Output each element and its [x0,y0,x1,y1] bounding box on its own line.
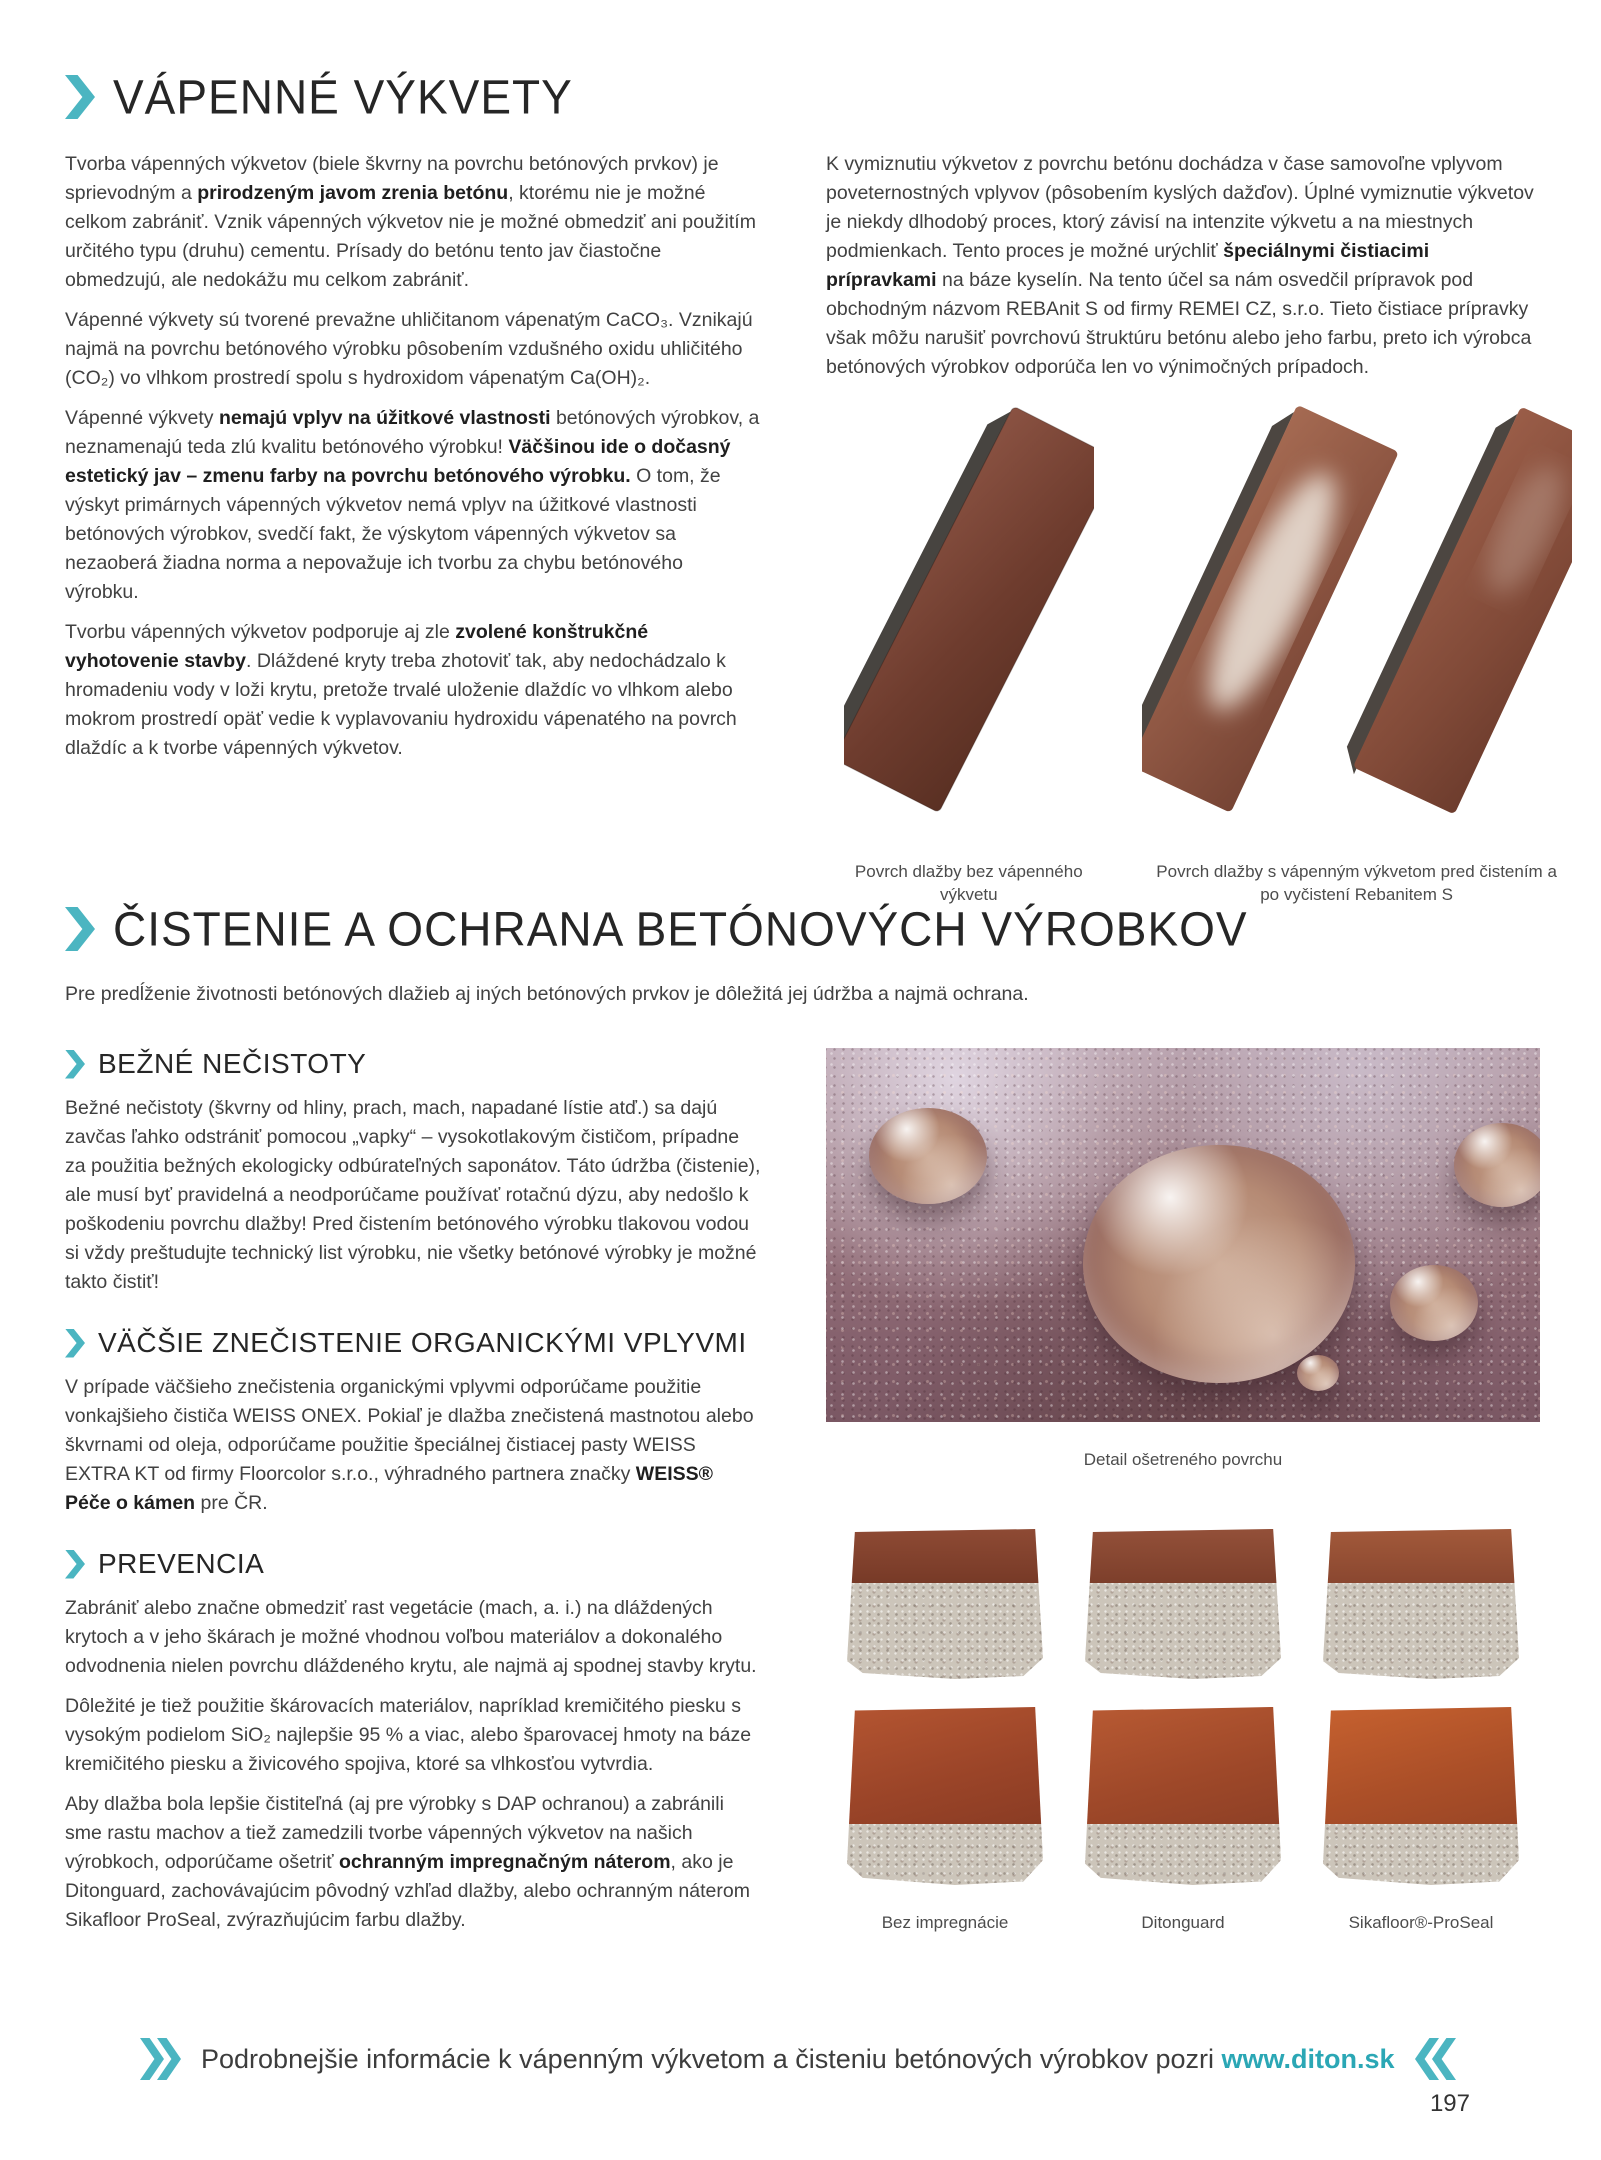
brick-photo-clean [826,398,1112,906]
paragraph: Dôležité je tiež použitie škárovacích materiálov, napríklad kremičitého piesku s vysokým podielom SiO₂ najlepšie 95 % a viac, alebo šparovacej hmoty na báze kremičitého piesku a živicového spojiva, ktoré sa vlhkosťou vytvrdia. [65,1695,752,1775]
section2-intro: Pre predĺženie životnosti betónových dlažieb aj iných betónových prvkov je dôležitá jej údržba a najmä ochrana. [65,983,1029,1005]
paragraph: Vápenné výkvety sú tvorené prevažne uhličitanom vápenatým CaCO₃. Vznikajú najmä na povrchu betónového výrobku pôsobením vzdušného oxidu uhličitého (CO₂) vo vlhkom prostredí spolu s hydroxidom vápenatým Ca(OH)₂. [65,309,753,389]
footer-note [140,2038,1456,2080]
subsection3-header [65,1548,762,1580]
chevron-icon [65,1329,85,1358]
paver-sample-image [1085,1707,1281,1885]
subsection2-header [65,1327,762,1359]
subsection1-title: BEŽNÉ NEČISTOTY [98,1048,367,1079]
brick-photos [826,398,1557,906]
subsection3-title: PREVENCIA [98,1548,265,1579]
paragraph: Tvorbu vápenných výkvetov podporuje aj zle zvolené konštrukčné vyhotovenie stavby. Dláždené kryty treba zhotoviť tak, aby nedochádzalo k hromadeniu vody v loži krytu, pretože trvalé uloženie dlaždíc vo vlhkom alebo mokrom prostredí opäť vedie k vyplavovaniu hydroxidu vápenatého na povrch dlaždíc a k tvorbe vápenných výkvetov. [65,621,737,759]
paver-captions [826,1911,1540,1934]
footer-text [201,2044,1395,2075]
paragraph: Bežné nečistoty (škvrny od hliny, prach, mach, napadané lístie atď.) sa dajú zavčas ľahko odstrániť pomocou „vapky“ – vysokotlakovým čističom, prípadne za použitia bežných ekologicky odbúrateľných saponátov. Táto údržba (čistenie), ale musí byť pravidelná a neodporúčame používať rotačnú dýzu, aby nedošlo k poškodeniu povrchu dlažby! Pred čistením betónového výrobku tlakovou vodou si vždy preštudujte technický list výrobku, nie všetky betónové výrobky je možné takto čistiť! [65,1097,761,1293]
paver-sample-image [847,1529,1043,1679]
subsection2-title: VÄČŠIE ZNEČISTENIE ORGANICKÝMI VPLYVMI [98,1327,747,1358]
paragraph: Tvorba vápenných výkvetov (biele škvrny na povrchu betónových prvkov) je sprievodným a prirodzeným javom zrenia betónu, ktorému nie je možné celkom zabrániť. Vznik vápenných výkvetov nie je možné obmedziť ani použitím určitého typu (druhu) cementu. Prísady do betónu tento jav čiastočne obmedzujú, ale nedokážu mu celkom zabrániť. [65,153,756,291]
brick-clean-image [844,398,1094,818]
section1-header [65,70,1540,124]
chevron-icon [65,1050,85,1079]
water-drop [1297,1355,1339,1391]
page-number: 197 [1429,2090,1470,2117]
paver-sample-image [1323,1707,1519,1885]
water-drop [869,1108,987,1204]
brick-efflorescence-image [1142,398,1572,818]
section1-columns [65,150,1557,906]
brick-photo-efflorescence-caption: Povrch dlažby s vápenným výkvetom pred čistením a po vyčistení Rebanitem S [1156,862,1557,904]
section2-left-column [65,1048,762,1946]
paragraph: K vymiznutiu výkvetov z povrchu betónu dochádza v čase samovoľne vplyvom poveternostných vplyvov (pôsobením kyslých dažďov). Úplné vymiznutie výkvetov je niekdy dlhodobý proces, ktorý závisí na intenzite výkvetu a na miestnych podmienkach. Tento proces je možné urýchliť špeciálnymi čistiacimi prípravkami na báze kyselín. Na tento účel sa nám osvedčil prípravok pod obchodným názvom REBAnit S od firmy REMEI CZ, s.r.o. Tieto čistiace prípravky však môžu narušiť povrchovú štruktúru betónu alebo jeho farbu, preto ich výrobca betónových výrobkov odporúča len vo výnimočných prípadoch. [826,153,1534,378]
section1-left-column [65,150,762,906]
water-drop [1454,1123,1540,1207]
droplet-photo-caption: Detail ošetreného povrchu [1083,1450,1283,1469]
paragraph: V prípade väčšieho znečistenia organickými vplyvmi odporúčame použitie vonkajšieho čističa WEISS ONEX. Pokiaľ je dlažba znečistená mastnotou alebo škvrnami od oleja, odporúčame použitie špeciálnej čistiacej pasty WEISS EXTRA KT od firmy Floorcolor s.r.o., výhradného partnera značky WEISS® Péče o kámen pre ČR. [65,1376,754,1514]
droplet-photo-figure [826,1048,1540,1471]
brick-photo-efflorescence [1142,398,1572,906]
paver-samples-grid [826,1529,1540,1885]
chevron-icon [65,1550,85,1579]
diton-link[interactable]: www.diton.sk [1221,2043,1395,2074]
section2-columns [65,1048,1540,1946]
water-drop [1390,1265,1478,1341]
double-chevron-right-icon [140,2038,181,2080]
subsection1-header [65,1048,762,1080]
paragraph: Vápenné výkvety nemajú vplyv na úžitkové vlastnosti betónových výrobkov, a neznamenajú teda zlú kvalitu betónového výrobku! Väčšinou ide o dočasný estetický jav – zmenu farby na povrchu betónového výrobku. O tom, že výskyt primárnych vápenných výkvetov nemá vplyv na úžitkové vlastnosti betónových výrobkov, svedčí fakt, že výskytom vápenných výkvetov sa nezaoberá žiadna norma a nepovažuje ich tvorbu za chybu betónového výrobku. [65,407,760,603]
paver-caption: Bez impregnácie [881,1913,1009,1932]
droplet-photo [826,1048,1540,1422]
paver-caption: Sikafloor®-ProSeal [1348,1913,1494,1932]
section2 [65,902,1540,1946]
paver-sample-image [1323,1529,1519,1679]
section2-right-column [826,1048,1540,1946]
chevron-icon [65,75,95,119]
footer-note-text: Podrobnejšie informácie k vápenným výkvetom a čisteniu betónových výrobkov pozri [201,2043,1214,2074]
paragraph: Zabrániť alebo značne obmedziť rast vegetácie (mach, a. i.) na dláždených krytoch a v jeho škárach je možné vhodnou voľbou materiálov a dokonalého odvodnenia nielen povrchu dláždeného krytu, ale najmä aj spodnej stavby krytu. [65,1597,757,1677]
double-chevron-left-icon [1415,2038,1456,2080]
section1-right-column [826,150,1557,906]
section1-title: VÁPENNÉ VÝKVETY [113,69,573,125]
section2-title: ČISTENIE A OCHRANA BETÓNOVÝCH VÝROBKOV [113,901,1248,957]
paver-caption: Ditonguard [1141,1913,1225,1932]
water-drop [1083,1145,1355,1383]
section2-header [65,902,1540,956]
chevron-icon [65,907,95,951]
paragraph: Aby dlažba bola lepšie čistiteľná (aj pre výrobky s DAP ochranou) a zabránili sme rastu machov a tiež zamedzili tvorbe vápenných výkvetov na našich výrobkoch, odporúčame ošetriť ochranným impregnačným náterom, ako je Ditonguard, zachovávajúcim pôvodný vzhľad dlažby, alebo ochranným náterom Sikafloor ProSeal, zvýrazňujúcim farbu dlažby. [65,1793,750,1931]
paver-sample-image [847,1707,1043,1885]
brick-photo-clean-caption: Povrch dlažby bez vápenného výkvetu [854,862,1083,904]
paver-sample-image [1085,1529,1281,1679]
